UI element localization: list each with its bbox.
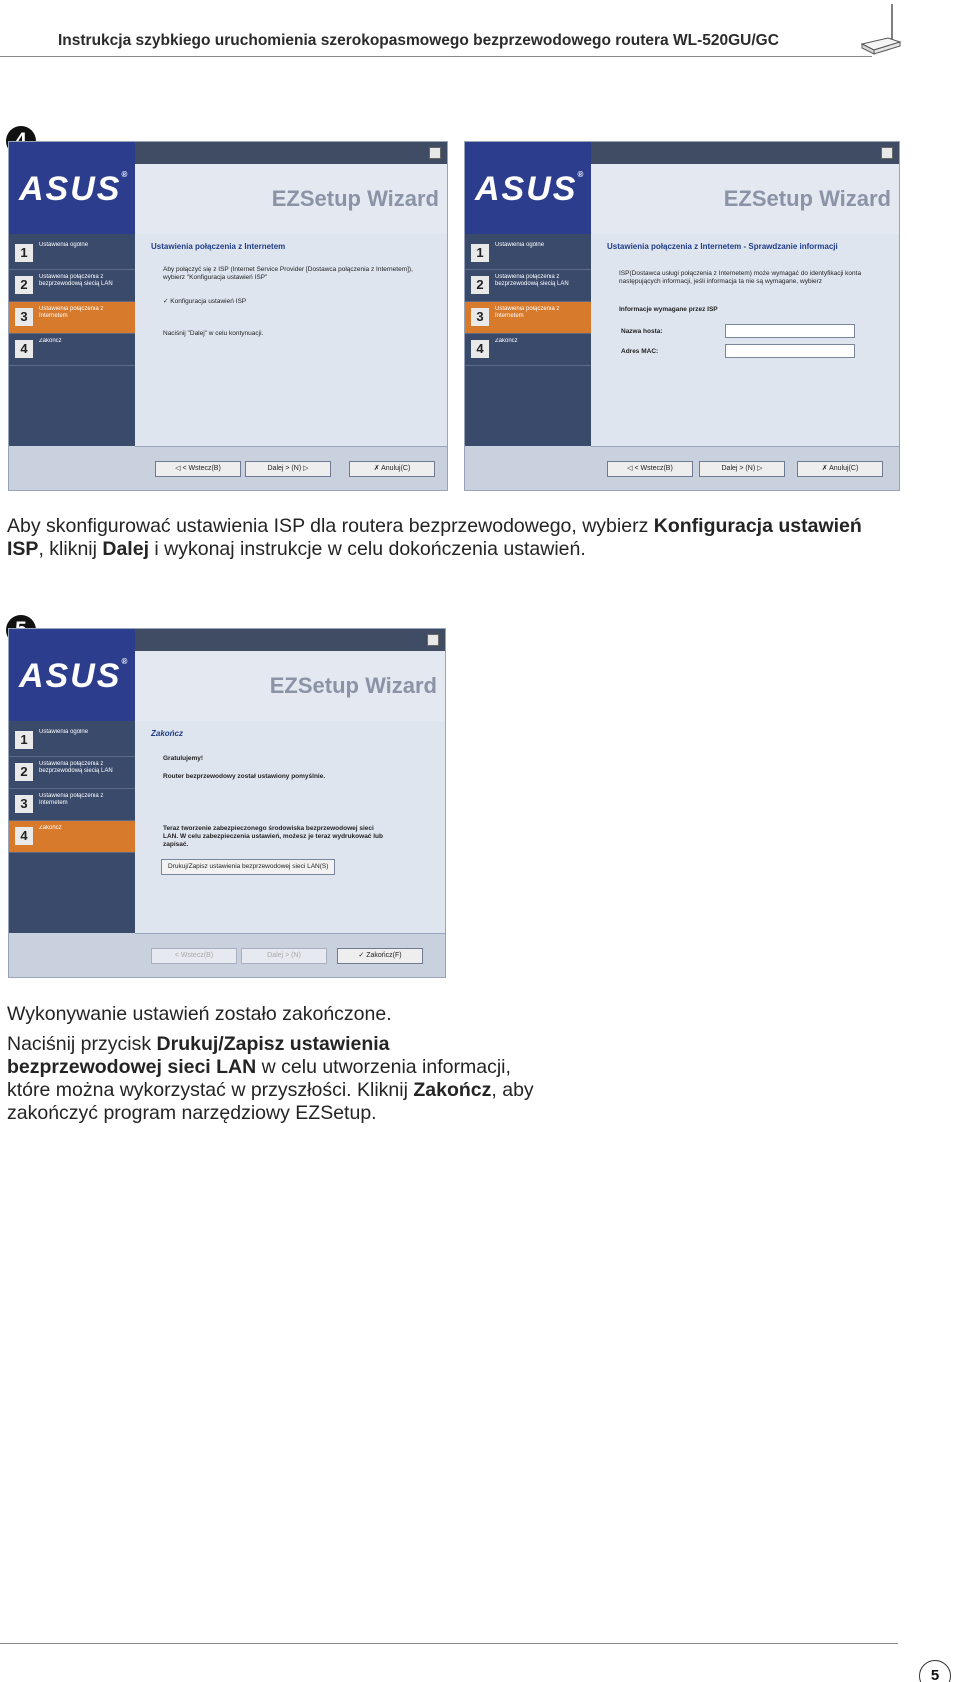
sidebar-item-internet — [9, 302, 135, 334]
sidebar-item-general — [465, 238, 591, 270]
sidebar-item-wireless — [465, 270, 591, 302]
caption-text: Aby skonfigurować ustawienia ISP dla routera bezprzewodowego, wybierz — [7, 515, 654, 537]
ezsetup-screenshot-finish — [8, 628, 446, 978]
hostname-field[interactable] — [725, 324, 855, 338]
content-title: Zakończ — [151, 729, 184, 738]
caption-text: i wykonaj instrukcje w celu dokończenia ustawień. — [148, 538, 586, 560]
sidebar-item-finish — [465, 334, 591, 366]
print-save-button[interactable]: Drukuj/Zapisz ustawienia bezprzewodowej sieci LAN(S) — [161, 859, 335, 875]
step-number: 2 — [471, 276, 489, 294]
sidebar-item-label: Ustawienia połączenia z bezprzewodową siecią LAN — [495, 274, 569, 287]
security-text: Teraz tworzenie zabezpieczonego środowiska bezprzewodowej sieci LAN. W celu zabezpieczenia ustawień, możesz je teraz wydrukować lub zapisać. — [163, 825, 383, 848]
sidebar-item-general — [9, 238, 135, 270]
wizard-footer — [591, 446, 899, 490]
caption-text: , kliknij — [38, 538, 103, 560]
content-title: Ustawienia połączenia z Internetem - Sprawdzanie informacji — [607, 242, 838, 251]
wizard-title: EZSetup Wizard — [269, 673, 437, 698]
sidebar-item-label: Ustawienia ogólne — [39, 242, 89, 248]
step-number: 3 — [471, 308, 489, 326]
wizard-content — [135, 234, 447, 446]
sidebar-item-wireless — [9, 757, 135, 789]
step-number: 3 — [15, 308, 33, 326]
sidebar-footer — [9, 446, 135, 490]
page-number: 5 — [919, 1660, 951, 1682]
step-number: 1 — [15, 244, 33, 262]
wizard-footer — [135, 933, 445, 977]
hostname-label: Nazwa hosta: — [621, 328, 663, 335]
next-button[interactable]: Dalej > (N) — [241, 948, 327, 964]
step-number: 1 — [15, 731, 33, 749]
sidebar-footer — [9, 933, 135, 977]
step-number: 4 — [471, 340, 489, 358]
content-text: ISP(Dostawca usługi połączenia z Internetem) może wymagać do identyfikacji konta następujących informacji, jeśli informacja ta nie są wymagane, wybierz — [619, 270, 862, 285]
step-number: 2 — [15, 276, 33, 294]
caption-text: , aby zakończyć program narzędziowy EZSetup. — [7, 1079, 534, 1124]
back-button[interactable]: < Wstecz(B) — [151, 948, 237, 964]
wizard-content — [591, 234, 899, 446]
sidebar-item-finish — [9, 334, 135, 366]
finish-button[interactable]: ✓ Zakończ(F) — [337, 948, 423, 964]
wizard-content — [135, 721, 445, 933]
close-icon[interactable] — [429, 147, 441, 159]
content-title: Ustawienia połączenia z Internetem — [151, 242, 286, 251]
asus-logo: ASUS® — [475, 170, 586, 208]
window-titlebar — [135, 629, 445, 651]
bold-term: Dalej — [102, 538, 149, 560]
sidebar-item-label: Ustawienia połączenia z bezprzewodową siecią LAN — [39, 761, 113, 774]
info-required-label: Informacje wymagane przez ISP — [619, 306, 718, 313]
sidebar-item-label: Ustawienia połączenia z Internetem — [495, 306, 560, 319]
congrats-text: Gratulujemy! — [163, 755, 204, 762]
next-button[interactable]: Dalej > (N) ▷ — [245, 461, 331, 477]
footer-rule — [0, 1643, 898, 1644]
header-title: Instrukcja szybkiego uruchomienia szerokopasmowego bezprzewodowego routera WL-520GU/GC — [58, 32, 779, 49]
asus-logo: ASUS® — [19, 657, 130, 695]
cancel-button[interactable]: ✗ Anuluj(C) — [349, 461, 435, 477]
sidebar-item-internet — [465, 302, 591, 334]
sidebar-item-internet — [9, 789, 135, 821]
header-rule — [0, 56, 872, 57]
asus-logo: ASUS® — [19, 170, 130, 208]
caption-text: w celu utworzenia informacji, które można wykorzystać w przyszłości. Kliknij — [7, 1056, 511, 1101]
ezsetup-screenshot-isp-info — [464, 141, 900, 491]
close-icon[interactable] — [881, 147, 893, 159]
window-titlebar — [591, 142, 899, 164]
bold-term: Drukuj/Zapisz ustawienia bezprzewodowej sieci LAN — [7, 1033, 390, 1078]
sidebar-item-label: Zakończ — [495, 338, 518, 344]
ezsetup-screenshot-isp-connection — [8, 141, 448, 491]
sidebar-footer — [465, 446, 591, 490]
success-text: Router bezprzewodowy został ustawiony pomyślnie. — [163, 773, 326, 780]
content-text: Aby połączyć się z ISP (Internet Service Provider [Dostawca połączenia z Internetem]), wybierz "Konfiguracja ustawień ISP" — [163, 266, 413, 281]
step-5-caption-done: Wykonywanie ustawień zostało zakończone. — [7, 1003, 392, 1025]
back-button[interactable]: ◁ < Wstecz(B) — [155, 461, 241, 477]
cancel-button[interactable]: ✗ Anuluj(C) — [797, 461, 883, 477]
mac-address-label: Adres MAC: — [621, 348, 659, 355]
step-5-caption-instructions — [7, 1033, 547, 1125]
isp-config-checkbox[interactable]: ✓ Konfiguracja ustawień ISP — [163, 298, 247, 305]
caption-text: Naciśnij przycisk — [7, 1033, 157, 1055]
step-number: 2 — [15, 763, 33, 781]
step-number: 3 — [15, 795, 33, 813]
content-text: Naciśnij "Dalej" w celu kontynuacji. — [163, 330, 264, 337]
sidebar-item-label: Ustawienia ogólne — [495, 242, 545, 248]
sidebar-item-finish — [9, 821, 135, 853]
next-button[interactable]: Dalej > (N) ▷ — [699, 461, 785, 477]
sidebar-item-label: Ustawienia połączenia z Internetem — [39, 306, 104, 319]
wizard-footer — [135, 446, 447, 490]
page-header — [0, 0, 960, 60]
sidebar-item-label: Zakończ — [39, 338, 62, 344]
step-4-caption — [7, 515, 887, 561]
step-number: 1 — [471, 244, 489, 262]
router-icon — [858, 2, 902, 58]
back-button[interactable]: ◁ < Wstecz(B) — [607, 461, 693, 477]
sidebar-item-wireless — [9, 270, 135, 302]
sidebar-item-general — [9, 725, 135, 757]
sidebar-item-label: Ustawienia połączenia z Internetem — [39, 793, 104, 806]
bold-term: Zakończ — [413, 1079, 492, 1101]
wizard-title: EZSetup Wizard — [723, 186, 891, 211]
sidebar-item-label: Ustawienia ogólne — [39, 729, 89, 735]
wizard-title: EZSetup Wizard — [271, 186, 439, 211]
close-icon[interactable] — [427, 634, 439, 646]
step-number: 4 — [15, 827, 33, 845]
sidebar-item-label: Ustawienia połączenia z bezprzewodową siecią LAN — [39, 274, 113, 287]
sidebar-item-label: Zakończ — [39, 825, 62, 831]
mac-address-field[interactable] — [725, 344, 855, 358]
window-titlebar — [135, 142, 447, 164]
bold-term: Konfiguracja ustawień ISP — [7, 515, 862, 560]
step-number: 4 — [15, 340, 33, 358]
